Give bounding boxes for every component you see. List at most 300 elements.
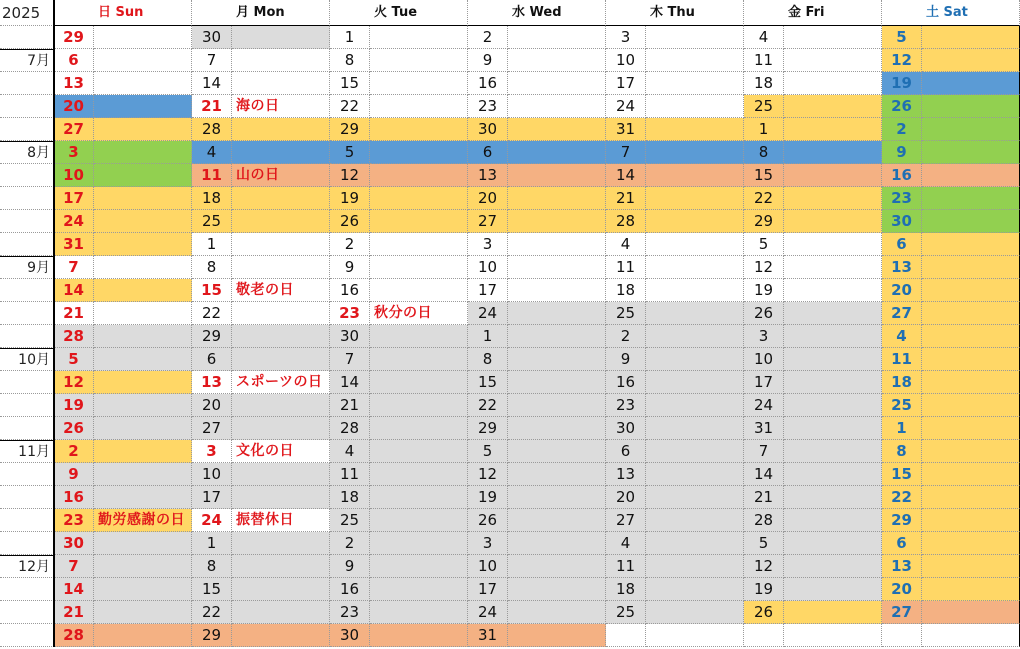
date-cell[interactable]: 16 — [330, 578, 370, 601]
date-note — [232, 141, 330, 164]
date-cell[interactable]: 18 — [882, 371, 922, 394]
date-cell[interactable]: 24 — [192, 509, 232, 532]
date-cell[interactable]: 17 — [468, 279, 508, 302]
date-note — [232, 49, 330, 72]
day-header-6: 土 Sat — [882, 0, 1020, 26]
date-note — [922, 210, 1020, 233]
month-label — [0, 164, 54, 187]
month-label — [0, 394, 54, 417]
month-label — [0, 26, 54, 49]
date-cell[interactable]: 29 — [192, 624, 232, 647]
date-note — [94, 302, 192, 325]
date-note — [784, 394, 882, 417]
date-note — [94, 49, 192, 72]
date-cell[interactable]: 25 — [606, 601, 646, 624]
date-note — [370, 394, 468, 417]
date-cell[interactable]: 23 — [468, 95, 508, 118]
date-cell[interactable]: 16 — [468, 72, 508, 95]
date-cell[interactable]: 30 — [606, 417, 646, 440]
date-cell[interactable]: 11 — [606, 555, 646, 578]
date-cell[interactable]: 1 — [882, 417, 922, 440]
date-cell[interactable]: 8 — [468, 348, 508, 371]
date-cell[interactable]: 21 — [744, 486, 784, 509]
date-note — [232, 394, 330, 417]
date-note — [94, 624, 192, 647]
date-cell[interactable]: 31 — [606, 118, 646, 141]
date-cell[interactable]: 20 — [606, 486, 646, 509]
date-cell[interactable]: 6 — [606, 440, 646, 463]
date-note — [370, 26, 468, 49]
date-note — [922, 509, 1020, 532]
date-cell[interactable]: 4 — [882, 325, 922, 348]
date-cell[interactable]: 25 — [192, 210, 232, 233]
month-label — [0, 601, 54, 624]
date-cell[interactable]: 14 — [744, 463, 784, 486]
date-note — [232, 532, 330, 555]
date-cell[interactable]: 30 — [330, 325, 370, 348]
date-cell[interactable]: 4 — [192, 141, 232, 164]
date-cell[interactable]: 7 — [606, 141, 646, 164]
date-cell[interactable]: 19 — [468, 486, 508, 509]
date-cell[interactable]: 29 — [468, 417, 508, 440]
date-note — [370, 233, 468, 256]
month-label — [0, 371, 54, 394]
date-note — [370, 440, 468, 463]
date-cell[interactable]: 12 — [54, 371, 94, 394]
date-note — [784, 325, 882, 348]
date-cell[interactable]: 4 — [606, 233, 646, 256]
date-cell[interactable]: 14 — [606, 164, 646, 187]
day-header-2: 火 Tue — [330, 0, 468, 26]
date-cell[interactable]: 4 — [606, 532, 646, 555]
date-cell[interactable]: 9 — [54, 463, 94, 486]
date-cell[interactable]: 31 — [54, 233, 94, 256]
date-note — [646, 417, 744, 440]
date-cell[interactable]: 18 — [192, 187, 232, 210]
date-cell[interactable]: 26 — [744, 302, 784, 325]
date-cell[interactable]: 8 — [744, 141, 784, 164]
date-cell[interactable]: 9 — [882, 141, 922, 164]
date-cell[interactable]: 22 — [882, 486, 922, 509]
date-cell[interactable]: 18 — [330, 486, 370, 509]
date-cell[interactable]: 7 — [192, 49, 232, 72]
date-cell[interactable]: 1 — [330, 26, 370, 49]
date-cell[interactable]: 27 — [606, 509, 646, 532]
date-note — [94, 463, 192, 486]
date-cell[interactable]: 26 — [882, 95, 922, 118]
date-cell[interactable]: 24 — [468, 601, 508, 624]
date-cell[interactable] — [744, 624, 784, 647]
date-cell[interactable]: 23 — [882, 187, 922, 210]
date-note: 敬老の日 — [232, 279, 330, 302]
date-cell[interactable]: 12 — [468, 463, 508, 486]
date-cell[interactable]: 6 — [192, 348, 232, 371]
date-note — [784, 486, 882, 509]
date-cell[interactable]: 11 — [192, 164, 232, 187]
date-note — [370, 256, 468, 279]
date-cell[interactable]: 31 — [744, 417, 784, 440]
date-cell[interactable]: 2 — [330, 233, 370, 256]
date-cell[interactable]: 20 — [882, 279, 922, 302]
date-note — [922, 532, 1020, 555]
date-cell[interactable]: 21 — [54, 601, 94, 624]
date-note — [784, 233, 882, 256]
date-cell[interactable]: 2 — [54, 440, 94, 463]
date-cell[interactable]: 13 — [192, 371, 232, 394]
date-note — [232, 624, 330, 647]
date-cell[interactable] — [606, 624, 646, 647]
date-note — [646, 233, 744, 256]
date-note — [508, 578, 606, 601]
date-note — [508, 325, 606, 348]
date-cell[interactable]: 30 — [882, 210, 922, 233]
date-cell[interactable]: 15 — [192, 578, 232, 601]
date-cell[interactable]: 25 — [330, 509, 370, 532]
date-note — [94, 233, 192, 256]
date-cell[interactable]: 29 — [54, 26, 94, 49]
date-cell[interactable]: 29 — [330, 118, 370, 141]
date-cell[interactable]: 26 — [744, 601, 784, 624]
date-cell[interactable]: 15 — [882, 463, 922, 486]
date-cell[interactable]: 8 — [330, 49, 370, 72]
date-cell[interactable]: 7 — [54, 555, 94, 578]
date-cell[interactable]: 2 — [330, 532, 370, 555]
date-cell[interactable]: 3 — [606, 26, 646, 49]
day-header-1: 月 Mon — [192, 0, 330, 26]
date-cell[interactable]: 5 — [882, 26, 922, 49]
date-note — [508, 509, 606, 532]
grid-left-border — [53, 0, 55, 647]
date-note — [232, 302, 330, 325]
date-note — [370, 486, 468, 509]
date-note — [646, 26, 744, 49]
date-cell[interactable]: 27 — [54, 118, 94, 141]
date-note — [370, 210, 468, 233]
month-label: 10月 — [0, 348, 54, 371]
date-cell[interactable]: 6 — [468, 141, 508, 164]
date-cell[interactable]: 5 — [330, 141, 370, 164]
date-note — [922, 141, 1020, 164]
month-label — [0, 486, 54, 509]
date-cell[interactable]: 15 — [192, 279, 232, 302]
date-cell[interactable]: 23 — [330, 601, 370, 624]
date-cell[interactable]: 12 — [330, 164, 370, 187]
date-cell[interactable]: 1 — [468, 325, 508, 348]
date-cell[interactable]: 19 — [744, 578, 784, 601]
date-cell[interactable]: 29 — [882, 509, 922, 532]
date-cell[interactable]: 17 — [744, 371, 784, 394]
date-cell[interactable]: 16 — [606, 371, 646, 394]
date-note — [646, 555, 744, 578]
month-label — [0, 509, 54, 532]
date-note — [646, 118, 744, 141]
date-cell[interactable]: 11 — [882, 348, 922, 371]
date-note — [646, 302, 744, 325]
date-cell[interactable]: 22 — [468, 394, 508, 417]
date-cell[interactable]: 6 — [54, 49, 94, 72]
date-cell[interactable]: 18 — [744, 72, 784, 95]
date-cell[interactable]: 27 — [468, 210, 508, 233]
date-cell[interactable]: 21 — [192, 95, 232, 118]
date-cell[interactable]: 5 — [744, 532, 784, 555]
date-cell[interactable]: 3 — [54, 141, 94, 164]
date-cell[interactable]: 17 — [606, 72, 646, 95]
date-note — [784, 164, 882, 187]
date-note — [508, 601, 606, 624]
date-cell[interactable]: 10 — [468, 555, 508, 578]
date-note — [94, 532, 192, 555]
date-cell[interactable]: 8 — [192, 555, 232, 578]
date-note — [784, 555, 882, 578]
date-note — [370, 118, 468, 141]
date-cell[interactable]: 19 — [54, 394, 94, 417]
date-note — [232, 26, 330, 49]
date-note — [370, 417, 468, 440]
date-cell[interactable]: 20 — [882, 578, 922, 601]
date-note — [922, 325, 1020, 348]
date-cell[interactable]: 17 — [468, 578, 508, 601]
date-note — [94, 118, 192, 141]
date-cell[interactable]: 3 — [468, 233, 508, 256]
date-cell[interactable]: 2 — [468, 26, 508, 49]
date-cell[interactable]: 29 — [744, 210, 784, 233]
date-cell[interactable]: 17 — [192, 486, 232, 509]
date-cell[interactable]: 10 — [606, 49, 646, 72]
date-cell[interactable]: 26 — [54, 417, 94, 440]
date-cell[interactable]: 28 — [744, 509, 784, 532]
date-cell[interactable]: 1 — [744, 118, 784, 141]
date-note: 秋分の日 — [370, 302, 468, 325]
date-cell[interactable]: 10 — [54, 164, 94, 187]
date-cell[interactable]: 3 — [468, 532, 508, 555]
date-cell[interactable]: 28 — [606, 210, 646, 233]
date-cell[interactable]: 12 — [882, 49, 922, 72]
month-label — [0, 118, 54, 141]
date-note — [370, 164, 468, 187]
date-note — [370, 141, 468, 164]
date-cell[interactable]: 18 — [606, 578, 646, 601]
date-cell[interactable]: 24 — [54, 210, 94, 233]
date-cell[interactable]: 24 — [744, 394, 784, 417]
date-cell[interactable]: 22 — [744, 187, 784, 210]
date-note — [370, 601, 468, 624]
date-cell[interactable]: 24 — [468, 302, 508, 325]
date-note — [94, 578, 192, 601]
date-cell[interactable]: 15 — [744, 164, 784, 187]
date-cell[interactable]: 23 — [606, 394, 646, 417]
date-cell[interactable]: 14 — [330, 371, 370, 394]
date-note — [94, 210, 192, 233]
date-cell[interactable]: 8 — [192, 256, 232, 279]
date-cell[interactable]: 10 — [468, 256, 508, 279]
date-note — [646, 371, 744, 394]
date-cell[interactable]: 16 — [330, 279, 370, 302]
date-cell[interactable]: 9 — [606, 348, 646, 371]
date-note — [94, 486, 192, 509]
date-cell[interactable]: 5 — [744, 233, 784, 256]
date-note — [922, 256, 1020, 279]
date-cell[interactable]: 23 — [330, 302, 370, 325]
date-cell[interactable]: 13 — [882, 256, 922, 279]
month-label — [0, 72, 54, 95]
date-note — [784, 348, 882, 371]
date-cell[interactable]: 30 — [468, 118, 508, 141]
date-cell[interactable]: 4 — [744, 26, 784, 49]
date-note — [508, 187, 606, 210]
date-cell[interactable]: 28 — [192, 118, 232, 141]
date-cell[interactable]: 7 — [744, 440, 784, 463]
date-cell[interactable]: 14 — [54, 279, 94, 302]
date-cell[interactable]: 27 — [192, 417, 232, 440]
date-cell[interactable]: 20 — [468, 187, 508, 210]
month-label — [0, 532, 54, 555]
date-note: 海の日 — [232, 95, 330, 118]
date-cell[interactable]: 30 — [192, 26, 232, 49]
date-cell[interactable]: 13 — [882, 555, 922, 578]
date-cell[interactable]: 11 — [606, 256, 646, 279]
date-cell[interactable]: 26 — [330, 210, 370, 233]
date-cell[interactable]: 16 — [882, 164, 922, 187]
date-cell[interactable]: 25 — [744, 95, 784, 118]
date-cell[interactable]: 11 — [330, 463, 370, 486]
date-note — [784, 210, 882, 233]
date-note — [784, 440, 882, 463]
date-note — [922, 624, 1020, 647]
date-note — [94, 601, 192, 624]
date-cell[interactable]: 1 — [192, 233, 232, 256]
date-note — [94, 256, 192, 279]
date-note — [922, 302, 1020, 325]
date-cell[interactable]: 28 — [54, 624, 94, 647]
date-cell[interactable]: 30 — [330, 624, 370, 647]
date-cell[interactable]: 12 — [744, 256, 784, 279]
date-cell[interactable]: 7 — [330, 348, 370, 371]
date-note — [508, 118, 606, 141]
date-cell[interactable]: 6 — [882, 233, 922, 256]
date-cell[interactable]: 25 — [882, 394, 922, 417]
date-cell[interactable]: 16 — [54, 486, 94, 509]
date-cell[interactable]: 25 — [606, 302, 646, 325]
date-cell[interactable]: 15 — [468, 371, 508, 394]
date-cell[interactable]: 9 — [330, 256, 370, 279]
date-cell[interactable]: 7 — [54, 256, 94, 279]
date-cell[interactable]: 20 — [54, 95, 94, 118]
date-cell[interactable]: 30 — [54, 532, 94, 555]
date-cell[interactable]: 15 — [330, 72, 370, 95]
date-cell[interactable]: 20 — [192, 394, 232, 417]
date-note — [94, 325, 192, 348]
date-note — [922, 440, 1020, 463]
date-cell[interactable]: 8 — [882, 440, 922, 463]
date-cell[interactable]: 10 — [744, 348, 784, 371]
date-cell[interactable]: 19 — [330, 187, 370, 210]
date-cell[interactable]: 26 — [468, 509, 508, 532]
date-note — [508, 463, 606, 486]
date-note — [232, 256, 330, 279]
month-label: 7月 — [0, 49, 54, 72]
date-cell[interactable]: 28 — [54, 325, 94, 348]
date-note — [370, 463, 468, 486]
date-cell[interactable]: 3 — [192, 440, 232, 463]
date-cell[interactable]: 2 — [882, 118, 922, 141]
date-cell[interactable]: 13 — [54, 72, 94, 95]
date-note — [922, 601, 1020, 624]
date-cell[interactable] — [882, 624, 922, 647]
date-cell[interactable]: 12 — [744, 555, 784, 578]
date-cell[interactable]: 27 — [882, 601, 922, 624]
date-cell[interactable]: 18 — [606, 279, 646, 302]
date-cell[interactable]: 14 — [192, 72, 232, 95]
month-label: 11月 — [0, 440, 54, 463]
date-note — [922, 72, 1020, 95]
date-note — [508, 72, 606, 95]
date-note — [784, 532, 882, 555]
date-note — [646, 509, 744, 532]
date-cell[interactable]: 24 — [606, 95, 646, 118]
date-cell[interactable]: 19 — [882, 72, 922, 95]
date-cell[interactable]: 21 — [606, 187, 646, 210]
date-cell[interactable]: 1 — [192, 532, 232, 555]
date-cell[interactable]: 17 — [54, 187, 94, 210]
date-note — [370, 279, 468, 302]
date-cell[interactable]: 27 — [882, 302, 922, 325]
date-cell[interactable]: 10 — [192, 463, 232, 486]
date-note — [94, 440, 192, 463]
date-cell[interactable]: 6 — [882, 532, 922, 555]
date-cell[interactable]: 3 — [744, 325, 784, 348]
date-note — [508, 624, 606, 647]
month-label — [0, 279, 54, 302]
date-cell[interactable]: 23 — [54, 509, 94, 532]
date-note — [646, 578, 744, 601]
date-cell[interactable]: 22 — [192, 601, 232, 624]
day-header-0: 日 Sun — [54, 0, 192, 26]
date-cell[interactable]: 29 — [192, 325, 232, 348]
date-cell[interactable]: 31 — [468, 624, 508, 647]
date-note — [922, 49, 1020, 72]
date-cell[interactable]: 13 — [468, 164, 508, 187]
month-label — [0, 325, 54, 348]
date-cell[interactable]: 4 — [330, 440, 370, 463]
date-cell[interactable]: 14 — [54, 578, 94, 601]
date-cell[interactable]: 22 — [330, 95, 370, 118]
date-cell[interactable]: 9 — [468, 49, 508, 72]
month-label — [0, 578, 54, 601]
date-cell[interactable]: 2 — [606, 325, 646, 348]
date-cell[interactable]: 13 — [606, 463, 646, 486]
date-cell[interactable]: 5 — [468, 440, 508, 463]
date-cell[interactable]: 11 — [744, 49, 784, 72]
date-cell[interactable]: 19 — [744, 279, 784, 302]
date-cell[interactable]: 9 — [330, 555, 370, 578]
date-cell[interactable]: 22 — [192, 302, 232, 325]
month-label — [0, 417, 54, 440]
date-note — [370, 578, 468, 601]
date-note — [646, 463, 744, 486]
date-note — [232, 118, 330, 141]
date-cell[interactable]: 28 — [330, 417, 370, 440]
date-note — [922, 348, 1020, 371]
date-cell[interactable]: 21 — [54, 302, 94, 325]
date-cell[interactable]: 21 — [330, 394, 370, 417]
date-note — [784, 95, 882, 118]
date-note — [94, 417, 192, 440]
date-cell[interactable]: 5 — [54, 348, 94, 371]
date-note — [508, 141, 606, 164]
date-note — [232, 187, 330, 210]
date-note — [646, 532, 744, 555]
date-note — [508, 440, 606, 463]
